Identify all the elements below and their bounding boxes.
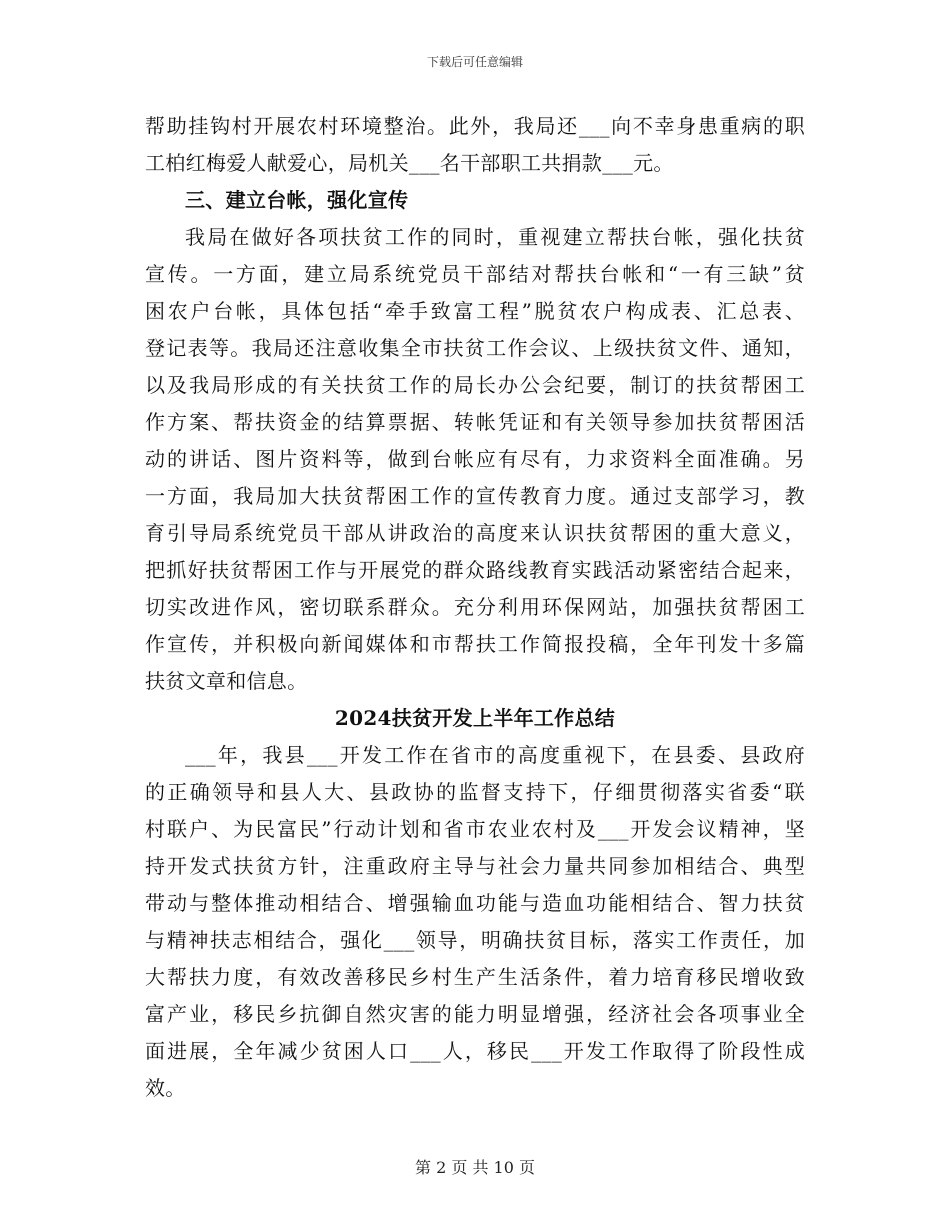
text-line: 宣传。一方面，建立局系统党员干部结对帮扶台帐和“一有三缺”贫 xyxy=(145,262,805,286)
text-line: 帮助挂钩村开展农村环境整治。此外，我局还___向不幸身患重病的职 xyxy=(145,114,805,138)
text-line: 扶贫文章和信息。 xyxy=(145,669,308,693)
page-header: 下载后可任意编辑 xyxy=(426,55,523,69)
text-line: 工柏红梅爱人献爱心，局机关___名干部职工共捐款___元。 xyxy=(145,151,674,175)
text-line: 大帮扶力度，有效改善移民乡村生产生活条件，着力培育移民增收致 xyxy=(145,965,805,989)
text-line: 一方面，我局加大扶贫帮困工作的宣传教育力度。通过支部学习，教 xyxy=(145,484,805,508)
document-title: 2024扶贫开发上半年工作总结 xyxy=(334,706,616,730)
text-line: 切实改进作风，密切联系群众。充分利用环保网站，加强扶贫帮困工 xyxy=(145,595,805,619)
text-line: 与精神扶志相结合，强化___领导，明确扶贫目标，落实工作责任，加 xyxy=(145,928,805,952)
page-footer: 第 2 页 共 10 页 xyxy=(415,1158,535,1177)
text-line: 困农户台帐，具体包括“牵手致富工程”脱贫农户构成表、汇总表、 xyxy=(145,299,805,323)
text-line: 面进展，全年减少贫困人口___人，移民___开发工作取得了阶段性成 xyxy=(145,1039,805,1063)
text-line: 持开发式扶贫方针，注重政府主导与社会力量共同参加相结合、典型 xyxy=(145,854,805,878)
text-line: 育引导局系统党员干部从讲政治的高度来认识扶贫帮困的重大意义， xyxy=(145,521,805,545)
text-line: 带动与整体推动相结合、增强输血功能与造血功能相结合、智力扶贫 xyxy=(145,891,805,915)
document-body xyxy=(145,108,805,1107)
text-line: 富产业，移民乡抗御自然灾害的能力明显增强，经济社会各项事业全 xyxy=(145,1002,805,1026)
text-line: 把抓好扶贫帮困工作与开展党的群众路线教育实践活动紧密结合起来， xyxy=(145,558,805,582)
text-line: 作宣传，并积极向新闻媒体和市帮扶工作简报投稿，全年刊发十多篇 xyxy=(145,632,805,656)
section-heading: 三、建立台帐，强化宣传 xyxy=(185,188,409,212)
text-line: ___年，我县___开发工作在省市的高度重视下，在县委、县政府 xyxy=(185,743,805,767)
text-line: 村联户、为民富民”行动计划和省市农业农村及___开发会议精神，坚 xyxy=(145,817,805,841)
text-line: 动的讲话、图片资料等，做到台帐应有尽有，力求资料全面准确。另 xyxy=(145,447,805,471)
text-line: 以及我局形成的有关扶贫工作的局长办公会纪要，制订的扶贫帮困工 xyxy=(145,373,805,397)
text-line: 效。 xyxy=(145,1076,186,1100)
text-line: 登记表等。我局还注意收集全市扶贫工作会议、上级扶贫文件、通知， xyxy=(145,336,805,360)
text-line: 作方案、帮扶资金的结算票据、转帐凭证和有关领导参加扶贫帮困活 xyxy=(145,410,805,434)
text-line: 我局在做好各项扶贫工作的同时，重视建立帮扶台帐，强化扶贫 xyxy=(185,225,805,249)
text-line: 的正确领导和县人大、县政协的监督支持下，仔细贯彻落实省委“联 xyxy=(145,780,805,804)
